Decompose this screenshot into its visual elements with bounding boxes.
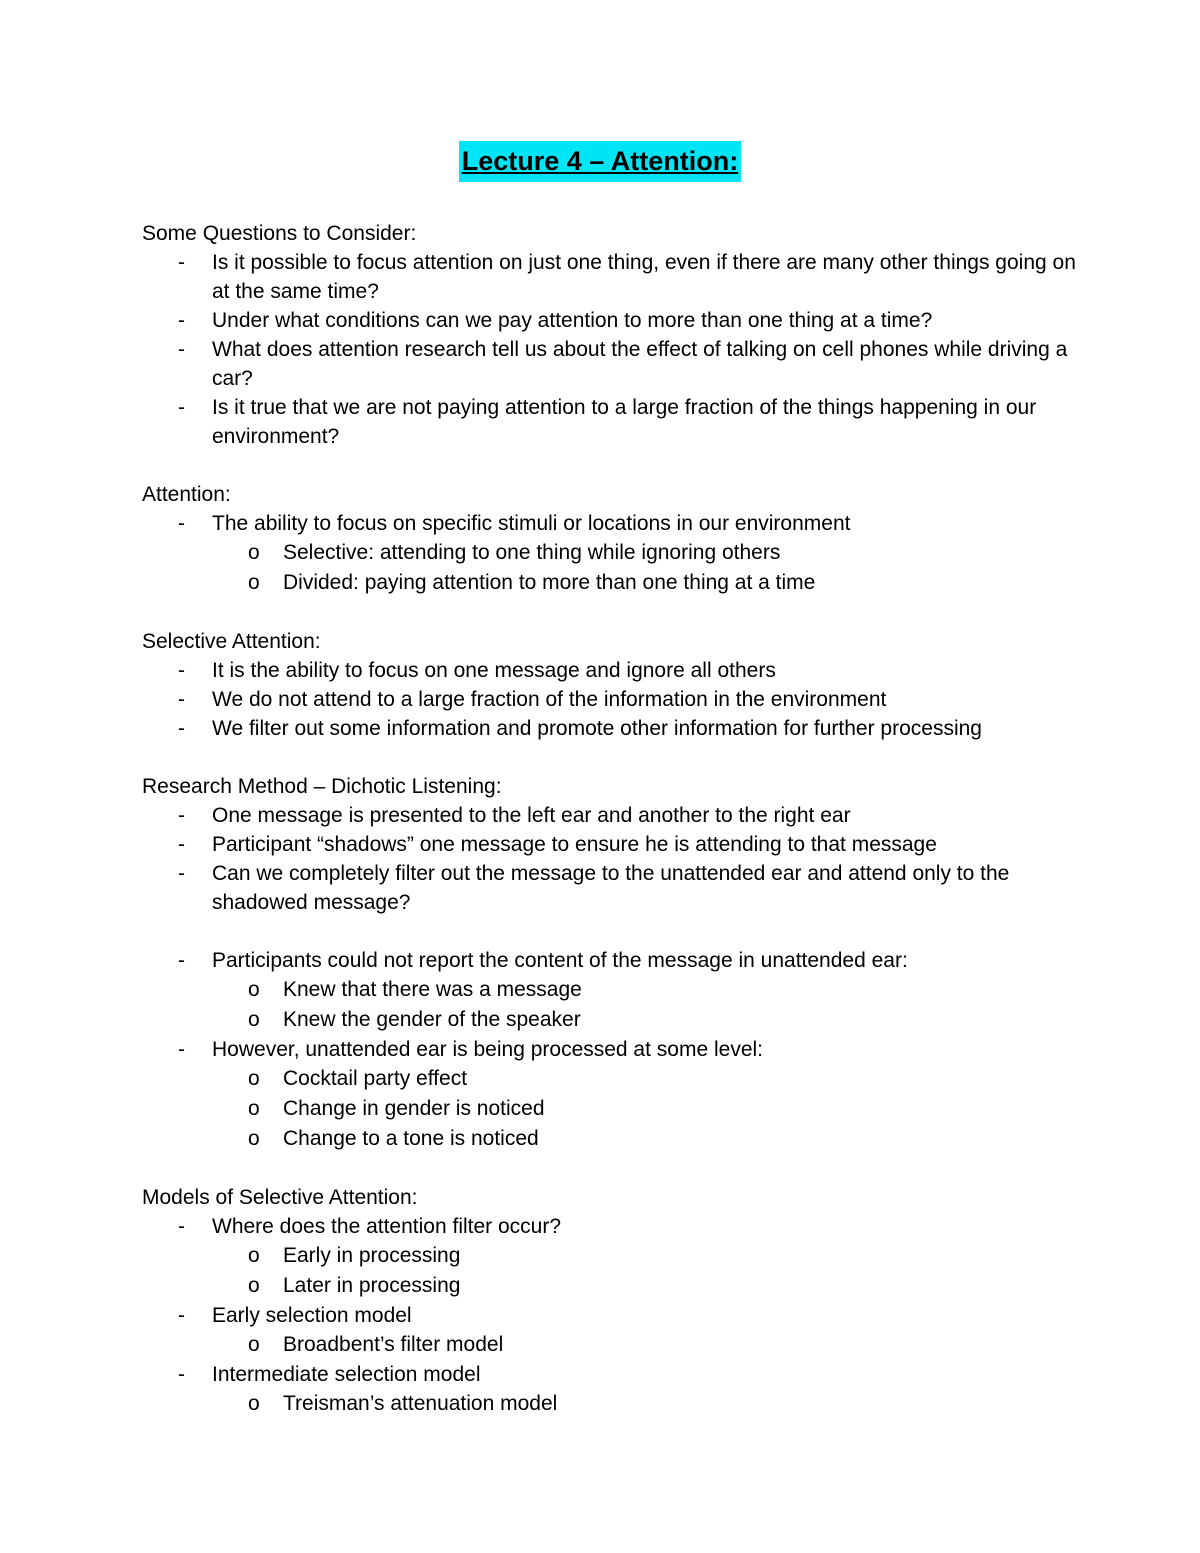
list-item	[142, 946, 1082, 975]
sub-list-item	[142, 1271, 1082, 1301]
dash-bullet: -	[178, 1363, 185, 1386]
section-heading: Selective Attention:	[142, 630, 321, 653]
circle-bullet: o	[248, 1097, 260, 1120]
list-item	[142, 830, 1082, 859]
section-models	[142, 1183, 1082, 1419]
dash-bullet: -	[178, 1304, 185, 1327]
circle-bullet: o	[248, 1244, 260, 1267]
section-selective-attention	[142, 627, 1082, 743]
dash-bullet: -	[178, 717, 185, 740]
list-item-text: It is the ability to focus on one message and ignore all others	[212, 659, 776, 682]
dash-bullet: -	[178, 804, 185, 827]
sub-list-item-text: Knew that there was a message	[283, 978, 582, 1001]
sub-list-item-text: Treisman’s attenuation model	[283, 1392, 558, 1415]
list-item	[142, 306, 1082, 335]
sub-list-item	[142, 538, 1082, 568]
list-item	[142, 1360, 1082, 1389]
list-item-text: Participants could not report the content of the message in unattended ear:	[212, 949, 908, 972]
sub-list-item	[142, 1241, 1082, 1271]
list-item-text: Intermediate selection model	[212, 1363, 481, 1386]
circle-bullet: o	[248, 978, 260, 1001]
sub-list-item-text: Later in processing	[283, 1274, 461, 1297]
list-item-text: We do not attend to a large fraction of the information in the environment	[212, 688, 887, 711]
circle-bullet: o	[248, 571, 260, 594]
circle-bullet: o	[248, 1008, 260, 1031]
sub-list-item-text: Early in processing	[283, 1244, 461, 1267]
list-item-text: Where does the attention filter occur?	[212, 1215, 562, 1238]
list-item-text: Under what conditions can we pay attention to more than one thing at a time?	[212, 309, 933, 332]
list-item	[142, 685, 1082, 714]
dash-bullet: -	[178, 949, 185, 972]
circle-bullet: o	[248, 1127, 260, 1150]
circle-bullet: o	[248, 1274, 260, 1297]
circle-bullet: o	[248, 1392, 260, 1415]
title-block	[0, 141, 1200, 182]
list-item	[142, 714, 1082, 743]
sub-list-item	[142, 1064, 1082, 1094]
list-item-text: The ability to focus on specific stimuli or locations in our environment	[212, 512, 851, 535]
sub-list-item-text: Knew the gender of the speaker	[283, 1008, 581, 1031]
list-item	[142, 859, 1082, 917]
list-item-text: Participant “shadows” one message to ensure he is attending to that message	[212, 833, 937, 856]
section-questions	[142, 219, 1082, 451]
sub-list-item-text: Selective: attending to one thing while ignoring others	[283, 541, 781, 564]
dash-bullet: -	[178, 862, 185, 885]
sub-list-item	[142, 975, 1082, 1005]
sub-list-item-text: Divided: paying attention to more than one thing at a time	[283, 571, 816, 594]
list-item-text: One message is presented to the left ear and another to the right ear	[212, 804, 851, 827]
sub-list-item	[142, 1005, 1082, 1035]
section-heading: Some Questions to Consider:	[142, 222, 417, 245]
list-item	[142, 248, 1082, 306]
blank-line	[142, 917, 1082, 946]
section-attention	[142, 480, 1082, 598]
dash-bullet: -	[178, 251, 185, 274]
list-item	[142, 1301, 1082, 1330]
list-item	[142, 335, 1082, 393]
circle-bullet: o	[248, 1333, 260, 1356]
sub-list-item	[142, 1094, 1082, 1124]
circle-bullet: o	[248, 1067, 260, 1090]
list-item	[142, 1035, 1082, 1064]
circle-bullet: o	[248, 541, 260, 564]
sub-list-item-text: Cocktail party effect	[283, 1067, 468, 1090]
dash-bullet: -	[178, 688, 185, 711]
list-item	[142, 509, 1082, 538]
page-title: Lecture 4 – Attention:	[459, 141, 742, 182]
sub-list-item-text: Broadbent’s filter model	[283, 1333, 504, 1356]
list-item	[142, 801, 1082, 830]
sub-list-item	[142, 1330, 1082, 1360]
list-item-text: Is it possible to focus attention on just one thing, even if there are many other things going on at the same time?	[212, 251, 1076, 303]
dash-bullet: -	[178, 396, 185, 419]
section-heading: Research Method – Dichotic Listening:	[142, 775, 502, 798]
dash-bullet: -	[178, 338, 185, 361]
list-item-text: Is it true that we are not paying attention to a large fraction of the things happening in our environment?	[212, 396, 1037, 448]
dash-bullet: -	[178, 1038, 185, 1061]
sub-list-item	[142, 1389, 1082, 1419]
list-item	[142, 393, 1082, 451]
list-item	[142, 1212, 1082, 1241]
sub-list-item	[142, 1124, 1082, 1154]
list-item-text: Can we completely filter out the message to the unattended ear and attend only to the shadowed message?	[212, 862, 1010, 914]
dash-bullet: -	[178, 659, 185, 682]
sub-list-item	[142, 568, 1082, 598]
sub-list-item-text: Change to a tone is noticed	[283, 1127, 539, 1150]
list-item-text: We filter out some information and promote other information for further processing	[212, 717, 982, 740]
section-heading: Attention:	[142, 483, 231, 506]
dash-bullet: -	[178, 309, 185, 332]
section-heading: Models of Selective Attention:	[142, 1186, 418, 1209]
dash-bullet: -	[178, 833, 185, 856]
list-item-text: However, unattended ear is being processed at some level:	[212, 1038, 763, 1061]
list-item	[142, 656, 1082, 685]
dash-bullet: -	[178, 1215, 185, 1238]
list-item-text: Early selection model	[212, 1304, 412, 1327]
dash-bullet: -	[178, 512, 185, 535]
section-dichotic-listening	[142, 772, 1082, 1154]
list-item-text: What does attention research tell us about the effect of talking on cell phones while driving a car?	[212, 338, 1068, 390]
document-body	[142, 219, 1082, 1448]
sub-list-item-text: Change in gender is noticed	[283, 1097, 545, 1120]
